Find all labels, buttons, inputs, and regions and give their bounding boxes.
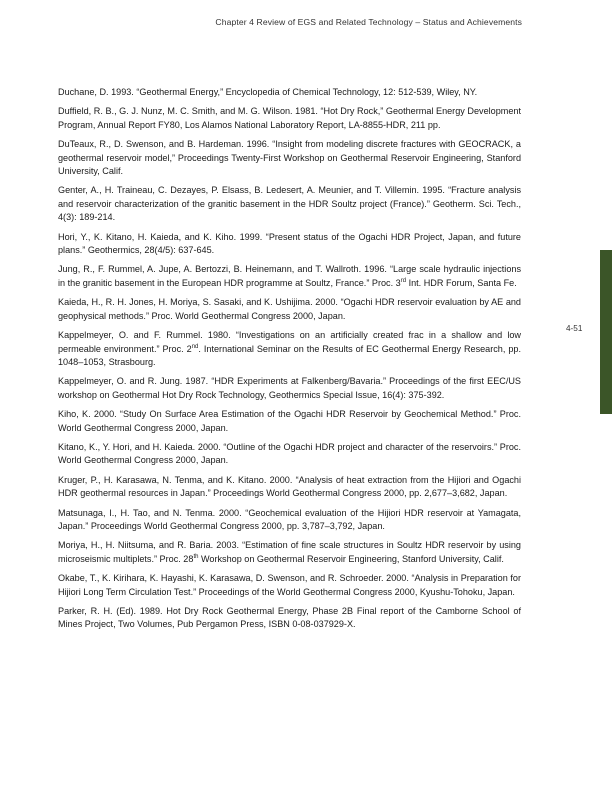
- reference-text: Jung, R., F. Rummel, A. Jupe, A. Bertozzi, B. Heinemann, and T. Wallroth. 1996. “Large scale hydraulic injections in the granitic basement in the European HDR programme at Soultz, France.” Proc. 3: [58, 264, 521, 288]
- reference-entry: DuTeaux, R., D. Swenson, and B. Hardeman. 1996. “Insight from modeling discrete fractures with GEOCRACK, a geothermal reservoir model,” Proceedings Twenty-First Workshop on Geothermal Reservoir Engineering, Stanford University, Calif.: [58, 139, 521, 177]
- reference-entry: Kaieda, H., R. H. Jones, H. Moriya, S. Sasaki, and K. Ushijima. 2000. “Ogachi HDR reservoir evaluation by AE and geophysical methods.” Proc. World Geothermal Congress 2000, Japan.: [58, 297, 521, 321]
- ordinal-superscript: th: [193, 553, 199, 560]
- reference-entry: [58, 263, 521, 290]
- reference-entry: Kappelmeyer, O. and R. Jung. 1987. “HDR Experiments at Falkenberg/Bavaria.” Proceedings of the first EEC/US workshop on Geothermal Hot Dry Rock Technology, Geothermics Special Issue, 16(4): 375-392.: [58, 376, 521, 400]
- reference-text: Moriya, H., H. Niitsuma, and R. Baria. 2003. “Estimation of fine scale structures in Soultz HDR reservoir by using microseismic multiplets.” Proc. 28: [58, 540, 521, 564]
- ordinal-superscript: rd: [400, 277, 407, 284]
- page-number: 4-51: [566, 324, 583, 333]
- chapter-tab-marker: [600, 250, 612, 414]
- reference-text: Int. HDR Forum, Santa Fe.: [406, 277, 517, 288]
- reference-entry: Okabe, T., K. Kirihara, K. Hayashi, K. Karasawa, D. Swenson, and R. Schroeder. 2000. “Analysis in Preparation for Hijiori Long Term Circulation Test.” Proceedings of the World Geothermal Congress 2000, Kyushu-Tohoku, Japan.: [58, 573, 521, 597]
- reference-text: Kappelmeyer, O. and F. Rummel. 1980. “Investigations on an artificially created frac in a shallow and low permeable environment.” Proc. 2: [58, 330, 521, 354]
- reference-entry: Genter, A., H. Traineau, C. Dezayes, P. Elsass, B. Ledesert, A. Meunier, and T. Villemin. 1995. “Fracture analysis and reservoir characterization of the granitic basement in the HDR Soultz project (France).” Geotherm. Sci. Tech., 4(3): 189-214.: [58, 185, 521, 223]
- reference-entry: Kiho, K. 2000. “Study On Surface Area Estimation of the Ogachi HDR Reservoir by Geochemical Method.” Proc. World Geothermal Congress 2000, Japan.: [58, 409, 521, 433]
- reference-list: [58, 86, 521, 638]
- reference-entry: [58, 539, 521, 566]
- reference-entry: [58, 329, 521, 369]
- reference-entry: Duffield, R. B., G. J. Nunz, M. C. Smith, and M. G. Wilson. 1981. “Hot Dry Rock,” Geothermal Energy Development Program, Annual Report FY80, Los Alamos National Laboratory Report, LA-8855-HDR, 211 pp.: [58, 106, 521, 130]
- reference-entry: Hori, Y., K. Kitano, H. Kaieda, and K. Kiho. 1999. “Present status of the Ogachi HDR Project, Japan, and future plans.” Geothermics, 28(4/5): 637-645.: [58, 231, 521, 256]
- running-header: Chapter 4 Review of EGS and Related Technology – Status and Achievements: [215, 17, 522, 27]
- reference-text: . International Seminar on the Results of EC Geothermal Energy Research, pp. 1048–1053, Strasbourg.: [58, 343, 521, 367]
- reference-entry: Parker, R. H. (Ed). 1989. Hot Dry Rock Geothermal Energy, Phase 2B Final report of the Camborne School of Mines Project, Two Volumes, Pub Pergamon Press, ISBN 0-08-037929-X.: [58, 606, 521, 630]
- reference-text: Workshop on Geothermal Reservoir Engineering, Stanford University, Calif.: [198, 553, 504, 564]
- reference-entry: Kruger, P., H. Karasawa, N. Tenma, and K. Kitano. 2000. “Analysis of heat extraction from the Hijiori and Ogachi HDR geothermal resources in Japan.” Proceedings World Geothermal Congress 2000, pp. 2,677–3,682, Japan.: [58, 474, 521, 499]
- reference-entry: Duchane, D. 1993. “Geothermal Energy,” Encyclopedia of Chemical Technology, 12: 512-539, Wiley, NY.: [58, 87, 478, 97]
- reference-entry: Matsunaga, I., H. Tao, and N. Tenma. 2000. “Geochemical evaluation of the Hijiori HDR reservoir at Yamagata, Japan.” Proceedings World Geothermal Congress 2000, pp. 3,787–3,792, Japan.: [58, 507, 521, 531]
- ordinal-superscript: nd: [191, 343, 199, 350]
- reference-entry: Kitano, K., Y. Hori, and H. Kaieda. 2000. “Outline of the Ogachi HDR project and character of the reservoirs.” Proc. World Geothermal Congress 2000, Japan.: [58, 441, 521, 466]
